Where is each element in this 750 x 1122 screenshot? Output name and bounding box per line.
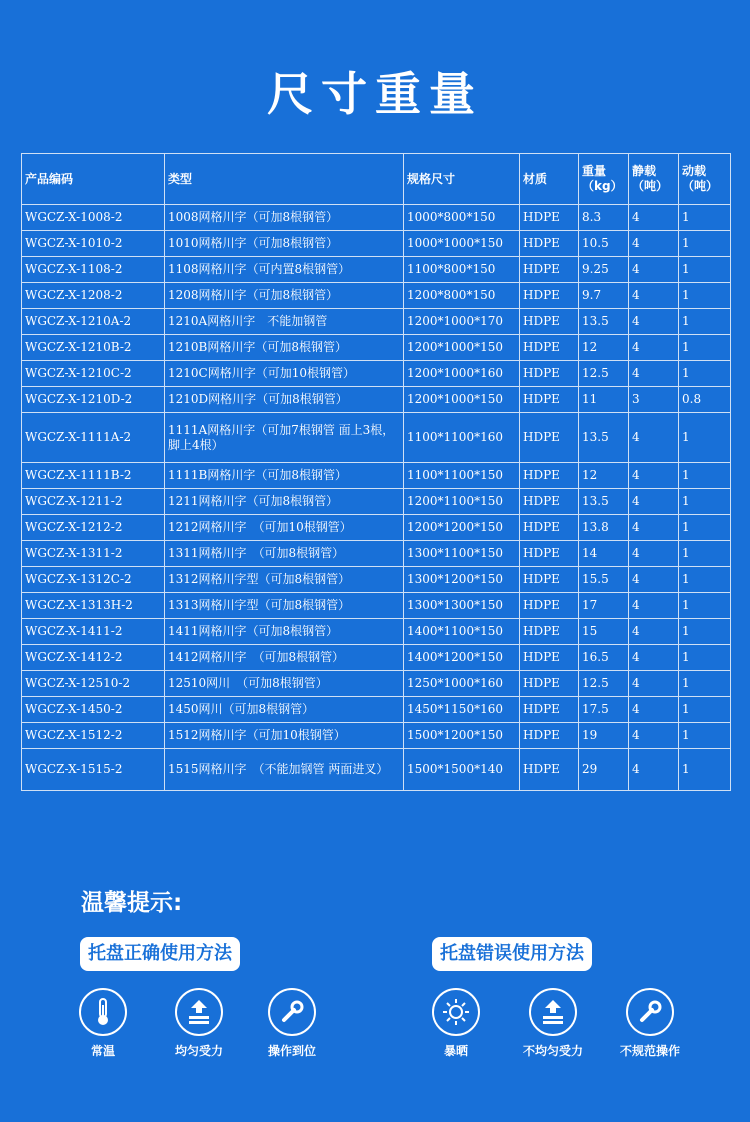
cell-dynamic-load: 1 (679, 697, 731, 723)
cell-size: 1200*1000*160 (404, 361, 520, 387)
cell-size: 1200*1100*150 (404, 489, 520, 515)
cell-dynamic-load: 1 (679, 619, 731, 645)
cell-static-load: 4 (629, 361, 679, 387)
table-row (22, 309, 731, 335)
cell-type: 1111A网格川字（可加7根钢管 面上3根，脚上4根） (165, 413, 404, 463)
cell-size: 1000*1000*150 (404, 231, 520, 257)
cell-code: WGCZ-X-1111A-2 (22, 413, 165, 463)
cell-size: 1500*1200*150 (404, 723, 520, 749)
cell-dynamic-load: 1 (679, 515, 731, 541)
wrench-icon (268, 988, 316, 1036)
cell-material: HDPE (520, 309, 579, 335)
cell-type: 1411网格川字（可加8根钢管） (165, 619, 404, 645)
cell-type: 1208网格川字（可加8根钢管） (165, 283, 404, 309)
cell-type: 1412网格川字 （可加8根钢管） (165, 645, 404, 671)
cell-weight: 17 (579, 593, 629, 619)
cell-material: HDPE (520, 645, 579, 671)
cell-dynamic-load: 1 (679, 257, 731, 283)
cell-dynamic-load: 1 (679, 567, 731, 593)
wrong-usage-item (411, 988, 501, 1059)
cell-type: 1312网格川字型（可加8根钢管） (165, 567, 404, 593)
cell-weight: 13.5 (579, 489, 629, 515)
cell-material: HDPE (520, 361, 579, 387)
cell-code: WGCZ-X-1210D-2 (22, 387, 165, 413)
cell-static-load: 4 (629, 309, 679, 335)
cell-static-load: 3 (629, 387, 679, 413)
cell-code: WGCZ-X-1450-2 (22, 697, 165, 723)
table-row (22, 361, 731, 387)
cell-static-load: 4 (629, 413, 679, 463)
table-row (22, 593, 731, 619)
cell-material: HDPE (520, 567, 579, 593)
table-row (22, 257, 731, 283)
cell-code: WGCZ-X-1210A-2 (22, 309, 165, 335)
header-weight: 重量（kg） (579, 154, 629, 205)
cell-material: HDPE (520, 619, 579, 645)
cell-material: HDPE (520, 257, 579, 283)
cell-code: WGCZ-X-1008-2 (22, 205, 165, 231)
header-material: 材质 (520, 154, 579, 205)
cell-static-load: 4 (629, 231, 679, 257)
correct-usage-label: 均匀受力 (174, 1044, 223, 1058)
cell-weight: 12 (579, 463, 629, 489)
cell-code: WGCZ-X-1313H-2 (22, 593, 165, 619)
table-row (22, 671, 731, 697)
cell-static-load: 4 (629, 205, 679, 231)
cell-code: WGCZ-X-1210B-2 (22, 335, 165, 361)
thermometer-icon (79, 988, 127, 1036)
cell-material: HDPE (520, 335, 579, 361)
cell-type: 1010网格川字（可加8根钢管） (165, 231, 404, 257)
sun-icon (432, 988, 480, 1036)
cell-size: 1300*1300*150 (404, 593, 520, 619)
cell-type: 1313网格川字型（可加8根钢管） (165, 593, 404, 619)
cell-static-load: 4 (629, 593, 679, 619)
cell-weight: 13.5 (579, 309, 629, 335)
cell-weight: 11 (579, 387, 629, 413)
correct-usage-item (154, 988, 244, 1059)
cell-dynamic-load: 1 (679, 749, 731, 791)
cell-static-load: 4 (629, 697, 679, 723)
cell-size: 1100*800*150 (404, 257, 520, 283)
wrench-icon (626, 988, 674, 1036)
cell-type: 12510网川 （可加8根钢管） (165, 671, 404, 697)
cell-weight: 16.5 (579, 645, 629, 671)
uneven-load-icon (529, 988, 577, 1036)
cell-static-load: 4 (629, 489, 679, 515)
cell-static-load: 4 (629, 463, 679, 489)
cell-type: 1008网格川字（可加8根钢管） (165, 205, 404, 231)
wrong-usage-item (508, 988, 598, 1059)
table-row (22, 489, 731, 515)
cell-material: HDPE (520, 671, 579, 697)
cell-weight: 13.8 (579, 515, 629, 541)
cell-type: 1512网格川字（可加10根钢管） (165, 723, 404, 749)
cell-dynamic-load: 0.8 (679, 387, 731, 413)
cell-type: 1108网格川字（可内置8根钢管） (165, 257, 404, 283)
cell-dynamic-load: 1 (679, 335, 731, 361)
cell-weight: 8.3 (579, 205, 629, 231)
cell-size: 1400*1100*150 (404, 619, 520, 645)
cell-weight: 10.5 (579, 231, 629, 257)
cell-size: 1300*1200*150 (404, 567, 520, 593)
wrong-usage-badge: 托盘错误使用方法 (432, 937, 592, 971)
cell-size: 1450*1150*160 (404, 697, 520, 723)
cell-static-load: 4 (629, 567, 679, 593)
cell-code: WGCZ-X-1512-2 (22, 723, 165, 749)
correct-usage-item (247, 988, 337, 1059)
header-dynamic-load: 动载（吨） (679, 154, 731, 205)
header-static-load: 静载（吨） (629, 154, 679, 205)
cell-weight: 12.5 (579, 671, 629, 697)
cell-weight: 14 (579, 541, 629, 567)
cell-size: 1250*1000*160 (404, 671, 520, 697)
wrong-usage-label: 不规范操作 (619, 1044, 680, 1058)
cell-code: WGCZ-X-1311-2 (22, 541, 165, 567)
cell-dynamic-load: 1 (679, 283, 731, 309)
table-row (22, 645, 731, 671)
cell-weight: 17.5 (579, 697, 629, 723)
table-row (22, 413, 731, 463)
cell-code: WGCZ-X-12510-2 (22, 671, 165, 697)
cell-code: WGCZ-X-1111B-2 (22, 463, 165, 489)
cell-weight: 9.25 (579, 257, 629, 283)
cell-material: HDPE (520, 205, 579, 231)
header-type: 类型 (165, 154, 404, 205)
cell-weight: 15.5 (579, 567, 629, 593)
cell-size: 1200*1000*170 (404, 309, 520, 335)
cell-weight: 19 (579, 723, 629, 749)
table-row (22, 283, 731, 309)
cell-code: WGCZ-X-1212-2 (22, 515, 165, 541)
cell-dynamic-load: 1 (679, 541, 731, 567)
wrong-usage-label: 不均匀受力 (522, 1044, 583, 1058)
cell-material: HDPE (520, 697, 579, 723)
cell-material: HDPE (520, 387, 579, 413)
cell-static-load: 4 (629, 515, 679, 541)
cell-material: HDPE (520, 541, 579, 567)
table-row (22, 515, 731, 541)
cell-material: HDPE (520, 489, 579, 515)
cell-code: WGCZ-X-1211-2 (22, 489, 165, 515)
cell-dynamic-load: 1 (679, 309, 731, 335)
cell-static-load: 4 (629, 671, 679, 697)
cell-size: 1400*1200*150 (404, 645, 520, 671)
cell-static-load: 4 (629, 619, 679, 645)
table-row (22, 567, 731, 593)
cell-type: 1210B网格川字（可加8根钢管） (165, 335, 404, 361)
cell-weight: 9.7 (579, 283, 629, 309)
cell-dynamic-load: 1 (679, 489, 731, 515)
cell-dynamic-load: 1 (679, 671, 731, 697)
table-row (22, 387, 731, 413)
table-row (22, 619, 731, 645)
cell-dynamic-load: 1 (679, 593, 731, 619)
cell-size: 1500*1500*140 (404, 749, 520, 791)
correct-usage-badge: 托盘正确使用方法 (80, 937, 240, 971)
cell-weight: 13.5 (579, 413, 629, 463)
cell-static-load: 4 (629, 257, 679, 283)
table-row (22, 749, 731, 791)
cell-size: 1200*1000*150 (404, 335, 520, 361)
wrong-usage-label: 暴晒 (443, 1044, 468, 1058)
cell-material: HDPE (520, 515, 579, 541)
cell-dynamic-load: 1 (679, 413, 731, 463)
cell-code: WGCZ-X-1411-2 (22, 619, 165, 645)
cell-type: 1210D网格川字（可加8根钢管） (165, 387, 404, 413)
cell-static-load: 4 (629, 335, 679, 361)
cell-code: WGCZ-X-1210C-2 (22, 361, 165, 387)
cell-size: 1100*1100*150 (404, 463, 520, 489)
cell-code: WGCZ-X-1312C-2 (22, 567, 165, 593)
cell-dynamic-load: 1 (679, 723, 731, 749)
cell-static-load: 4 (629, 749, 679, 791)
cell-code: WGCZ-X-1515-2 (22, 749, 165, 791)
cell-material: HDPE (520, 283, 579, 309)
cell-size: 1200*1000*150 (404, 387, 520, 413)
cell-weight: 15 (579, 619, 629, 645)
cell-material: HDPE (520, 231, 579, 257)
cell-type: 1311网格川字 （可加8根钢管） (165, 541, 404, 567)
tips-title: 温馨提示: (81, 890, 183, 916)
cell-type: 1212网格川字 （可加10根钢管） (165, 515, 404, 541)
cell-type: 1111B网格川字（可加8根钢管） (165, 463, 404, 489)
cell-static-load: 4 (629, 723, 679, 749)
table-row (22, 463, 731, 489)
cell-static-load: 4 (629, 283, 679, 309)
cell-weight: 12.5 (579, 361, 629, 387)
cell-material: HDPE (520, 749, 579, 791)
correct-usage-label: 常温 (90, 1044, 115, 1058)
cell-dynamic-load: 1 (679, 645, 731, 671)
cell-size: 1300*1100*150 (404, 541, 520, 567)
table-row (22, 231, 731, 257)
cell-material: HDPE (520, 413, 579, 463)
header-size: 规格尺寸 (404, 154, 520, 205)
cell-size: 1200*1200*150 (404, 515, 520, 541)
cell-type: 1450网川（可加8根钢管） (165, 697, 404, 723)
cell-material: HDPE (520, 593, 579, 619)
cell-size: 1200*800*150 (404, 283, 520, 309)
cell-type: 1515网格川字 （不能加钢管 两面进叉） (165, 749, 404, 791)
cell-type: 1210A网格川字 不能加钢管 (165, 309, 404, 335)
cell-size: 1100*1100*160 (404, 413, 520, 463)
cell-code: WGCZ-X-1108-2 (22, 257, 165, 283)
table-row (22, 723, 731, 749)
cell-static-load: 4 (629, 645, 679, 671)
cell-type: 1210C网格川字（可加10根钢管） (165, 361, 404, 387)
correct-usage-item (58, 988, 148, 1059)
spec-table (21, 153, 731, 791)
cell-static-load: 4 (629, 541, 679, 567)
table-header-row (22, 154, 731, 205)
cell-weight: 12 (579, 335, 629, 361)
table-row (22, 697, 731, 723)
cell-dynamic-load: 1 (679, 231, 731, 257)
table-row (22, 205, 731, 231)
correct-usage-label: 操作到位 (267, 1044, 316, 1058)
wrong-usage-item (605, 988, 695, 1059)
cell-material: HDPE (520, 723, 579, 749)
table-row (22, 335, 731, 361)
even-load-icon (175, 988, 223, 1036)
header-code: 产品编码 (22, 154, 165, 205)
table-row (22, 541, 731, 567)
cell-code: WGCZ-X-1412-2 (22, 645, 165, 671)
cell-dynamic-load: 1 (679, 361, 731, 387)
cell-weight: 29 (579, 749, 629, 791)
cell-size: 1000*800*150 (404, 205, 520, 231)
cell-code: WGCZ-X-1010-2 (22, 231, 165, 257)
cell-material: HDPE (520, 463, 579, 489)
cell-type: 1211网格川字（可加8根钢管） (165, 489, 404, 515)
page-title: 尺寸重量 (267, 67, 483, 121)
cell-dynamic-load: 1 (679, 463, 731, 489)
cell-dynamic-load: 1 (679, 205, 731, 231)
cell-code: WGCZ-X-1208-2 (22, 283, 165, 309)
